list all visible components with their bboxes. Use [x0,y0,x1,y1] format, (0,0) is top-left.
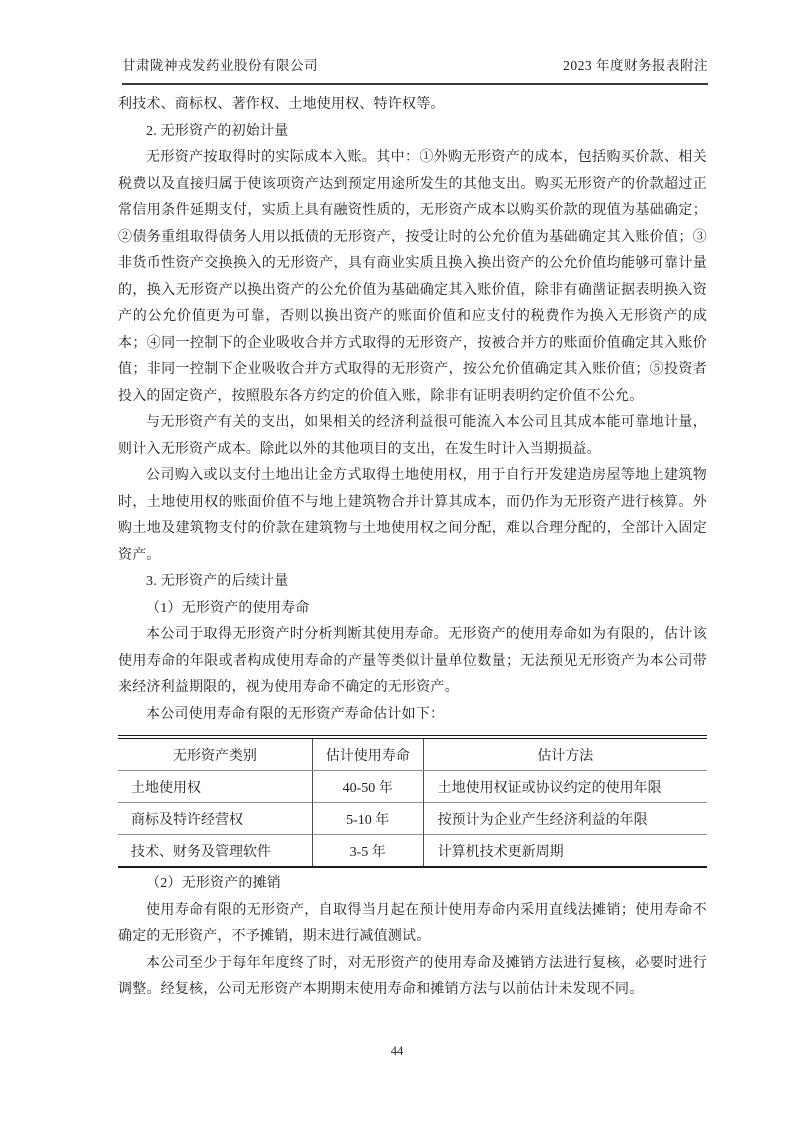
table-header-estimated-life: 估计使用寿命 [312,737,423,771]
table-cell-category: 技术、财务及管理软件 [118,835,312,868]
paragraph-annual-review: 本公司至少于每年年度终了时，对无形资产的使用寿命及摊销方法进行复核，必要时进行调整。经复核，公司无形资产本期期末使用寿命和摊销方法与以前估计未发现不同。 [118,955,707,997]
useful-life-table [118,735,707,868]
paragraph-land-use-right: 公司购入或以支付土地出让金方式取得土地使用权，用于自行开发建造房屋等地上建筑物时，土地使用权的账面价值不与地上建筑物合并计算其成本，而仍作为无形资产进行核算。外购土地及建筑物支付的价款在建筑物与土地使用权之间分配，难以合理分配的，全部计入固定资产。 [118,468,707,563]
table-row [118,771,707,803]
table-cell-method: 计算机技术更新周期 [423,835,707,868]
paragraph-useful-life-judgement: 本公司于取得无形资产时分析判断其使用寿命。无形资产的使用寿命如为有限的，估计该使用寿命的年限或者构成使用寿命的产量等类似计量单位数量；无法预见无形资产为本公司带来经济利益期限的，视为使用寿命不确定的无形资产。 [118,627,707,695]
table-cell-category: 土地使用权 [131,780,201,796]
section-heading-subsequent-measurement: 3. 无形资产的后续计量 [146,574,289,589]
section-heading-initial-measurement: 2. 无形资产的初始计量 [146,123,289,139]
table-cell-life: 40-50 年 [312,771,423,803]
document-body [118,92,707,1004]
table-row [118,803,707,835]
table-cell-life: 3-5 年 [312,835,423,868]
table-header-row [118,737,707,771]
table-cell-category: 商标及特许经营权 [118,803,312,835]
table-cell-method: 按预计为企业产生经济利益的年限 [423,803,707,835]
paragraph-continuation: 利技术、商标权、著作权、土地使用权、特许权等。 [118,97,445,112]
table-cell-life: 5-10 年 [312,803,423,835]
paragraph-amortization: 使用寿命有限的无形资产，自取得当月起在预计使用寿命内采用直线法摊销；使用寿命不确定的无形资产，不予摊销，期末进行减值测试。 [118,902,707,944]
page-number: 44 [390,1044,404,1058]
table-row [118,835,707,868]
table-header-category: 无形资产类别 [118,737,312,771]
table-header-estimation-method: 估计方法 [423,737,707,771]
paragraph-initial-measurement: 无形资产按取得时的实际成本入账。其中：①外购无形资产的成本，包括购买价款、相关税费以及直接归属于使该项资产达到预定用途所发生的其他支出。购买无形资产的价款超过正常信用条件延期支付，实质上具有融资性质的，无形资产成本以购买价款的现值为基础确定；②债务重组取得债务人用以抵债的无形资产，按受让时的公允价值为基础确定其入账价值；③非货币性资产交换换入的无形资产，具有商业实质且换入换出资产的公允价值均能够可靠计量的，换入无形资产以换出资产的公允价值为基础确定其入账价值，除非有确凿证据表明换入资产的公允价值更为可靠，否则以换出资产的账面价值和应支付的税费作为换入无形资产的成本；④同一控制下的企业吸收合并方式取得的无形资产，按被合并方的账面价值确定其入账价值；非同一控制下企业吸收合并方式取得的无形资产，按公允价值确定其入账价值；⑤投资者投入的固定资产，按照股东各方约定的价值入账，除非有证明表明约定价值不公允。 [118,150,707,404]
section-heading-amortization: （2）无形资产的摊销 [146,876,281,891]
paragraph-related-expenditure: 与无形资产有关的支出，如果相关的经济利益很可能流入本公司且其成本能可靠地计量，则计入无形资产成本。除此以外的其他项目的支出，在发生时计入当期损益。 [118,415,707,457]
header-company-name: 甘肃陇神戎发药业股份有限公司 [122,58,318,73]
section-heading-useful-life: （1）无形资产的使用寿命 [146,600,310,616]
table-cell-method: 土地使用权证或协议约定的使用年限 [437,780,662,796]
paragraph-table-lead-in: 本公司使用寿命有限的无形资产寿命估计如下： [146,706,445,722]
page-header [122,57,708,85]
header-doc-title: 2023 年度财务报表附注 [563,58,708,73]
